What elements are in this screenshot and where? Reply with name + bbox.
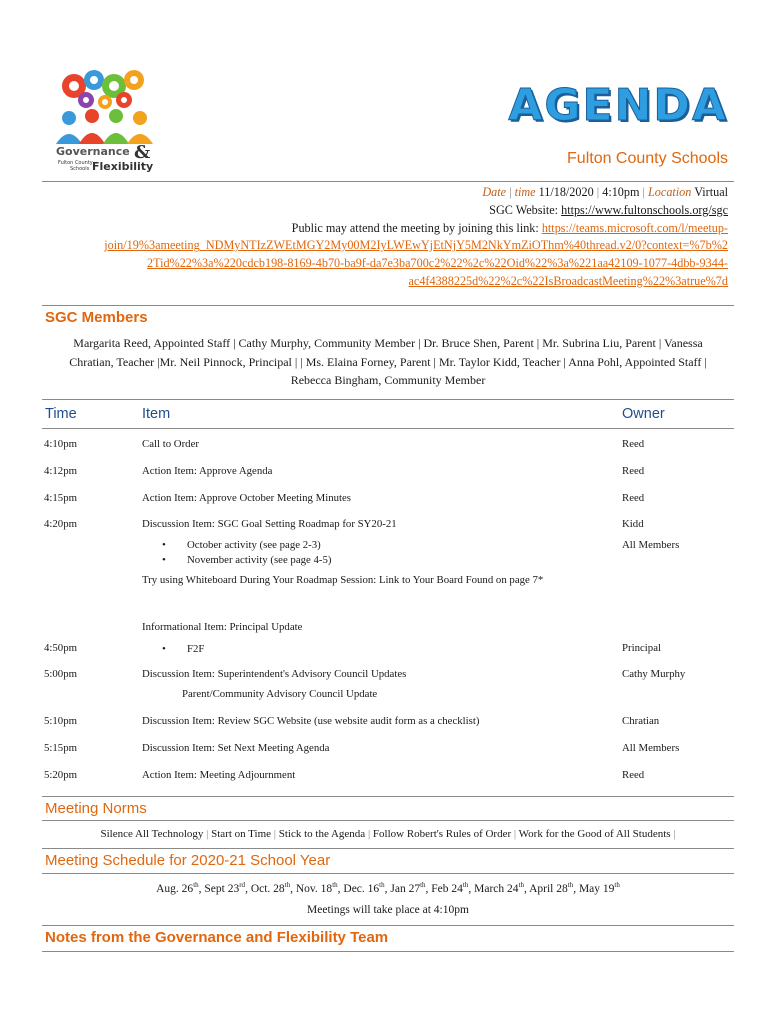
meeting-date-item: Dec. 16th [343,881,385,895]
meeting-date-item: Nov. 18th [295,881,338,895]
meeting-norms-list: Silence All Technology | Start on Time | Stick to the Agenda | Follow Robert's Rules of Order | Work for the Good of All Students | [100,828,676,840]
parent-council-subitem: Parent/Community Advisory Council Update [182,688,378,700]
column-header-owner: Owner [622,406,665,422]
row-owner: Cathy Murphy [622,668,686,680]
sgc-members-heading: SGC Members [45,309,148,326]
gears-people-icon [44,66,168,178]
row-time: 5:15pm [44,742,77,754]
meeting-date-item: Sept 23rd [204,881,246,895]
row-time: 4:12pm [44,465,77,477]
f2f-bullet-list [160,642,204,657]
row-time: 4:15pm [44,492,77,504]
date-time-location-line: Date | time 11/18/2020 | 4:10pm | Location Virtual [482,185,728,199]
notes-title-divider [42,951,734,952]
norms-divider [42,796,734,797]
row-time: 5:20pm [44,769,77,781]
row-owner: Reed [622,769,645,781]
location-label: Location [648,185,692,199]
column-header-time: Time [45,406,77,422]
row-owner: Reed [622,492,645,504]
svg-text:Fulton County: Fulton County [58,160,93,166]
svg-text:&: & [134,142,151,163]
row-time: 5:00pm [44,668,77,680]
notes-divider [42,925,734,926]
time-label: time [514,185,536,199]
table-header-divider [42,428,734,429]
members-line: Chratian, Teacher |Mr. Neil Pinnock, Principal | | Ms. Elaina Forney, Parent | Mr. Taylor Kidd, Teacher | Anna Pohl, Appointed Staff | [69,354,707,369]
row-owner: Principal [622,642,661,654]
notes-heading: Notes from the Governance and Flexibility Team [45,929,389,946]
row-owner-secondary: All Members [622,539,680,551]
row-item: Discussion Item: Review SGC Website (use website audit form as a checklist) [142,715,480,727]
row-owner: All Members [622,742,680,754]
svg-text:Flexibility: Flexibility [92,160,154,173]
row-item: Discussion Item: Set Next Meeting Agenda [142,742,330,754]
members-divider [42,305,734,306]
meeting-date-item: April 28th [529,881,574,895]
row-time: 4:20pm [44,518,77,530]
row-item: Discussion Item: SGC Goal Setting Roadmap for SY20-21 [142,518,397,530]
meeting-date-item: May 19th [578,881,620,895]
meeting-time: 4:10pm [602,185,640,199]
school-district-name: Fulton County Schools [567,150,728,167]
row-time: 4:10pm [44,438,77,450]
meeting-time-note: Meetings will take place at 4:10pm [307,904,469,916]
norm-item: Start on Time [211,828,272,840]
column-header-item: Item [142,406,171,422]
meeting-date-item: Jan 27th [390,881,426,895]
meeting-date: 11/18/2020 [538,185,594,199]
row-item: Action Item: Approve Agenda [142,465,273,477]
informational-item: Informational Item: Principal Update [142,621,303,633]
members-line: Margarita Reed, Appointed Staff | Cathy Murphy, Community Member | Dr. Bruce Shen, Parent | Mr. Subrina Liu, Parent | Vanessa [73,336,703,350]
teams-meeting-link-part2[interactable]: join/19%3ameeting_NDMyNTIzZWEtMGY2My00M2IyLWEwYjEtNjY5M2NkYmZiOThm%40thread.v2/0?context=%7b%2 [104,238,728,253]
row-item: Discussion Item: Superintendent's Advisory Council Updates [142,668,407,680]
agenda-title: AGENDA [508,80,728,131]
teams-meeting-link-part1[interactable]: https://teams.microsoft.com/l/meetup- [541,220,728,235]
whiteboard-note: Try using Whiteboard During Your Roadmap Session: Link to Your Board Found on page 7* [142,574,544,586]
norm-item: Silence All Technology [100,828,204,840]
row-time: 4:50pm [44,642,77,654]
svg-text:Governance: Governance [56,145,130,158]
meeting-details [28,184,728,291]
row-item: Action Item: Approve October Meeting Minutes [142,492,351,504]
norm-item: Stick to the Agenda [278,828,366,840]
members-line: Rebecca Bingham, Community Member [290,373,486,387]
meeting-location: Virtual [694,185,728,199]
row-item: Call to Order [142,438,199,450]
public-link-line [28,220,728,238]
website-line [28,202,728,220]
public-attend-text: Public may attend the meeting by joining this link: [291,220,539,235]
norms-title-divider [42,820,734,821]
meeting-date-item: March 24th [474,881,524,895]
list-item: • November activity (see page 4-5) [160,553,332,568]
table-top-divider [42,399,734,400]
meeting-date-item: Feb 24th [431,881,469,895]
website-label: SGC Website: [489,202,559,217]
sgc-members-list [42,334,734,390]
norm-item: Work for the Good of All Students [518,828,671,840]
schedule-title-divider [42,873,734,874]
row-owner: Kidd [622,518,644,530]
meeting-schedule-heading: Meeting Schedule for 2020-21 School Year [45,852,331,869]
sgc-website-link[interactable]: https://www.fultonschools.org/sgc [561,202,728,217]
row-time: 5:10pm [44,715,77,727]
norm-item: Follow Robert's Rules of Order [372,828,512,840]
meeting-date-item: Aug. 26th [156,881,199,895]
roadmap-bullet-list [160,538,332,568]
meeting-date-item: Oct. 28th [250,881,291,895]
header-divider [42,181,734,182]
meeting-norms-heading: Meeting Norms [45,800,147,817]
governance-flexibility-logo [44,66,168,178]
svg-text:Schools: Schools [70,166,90,172]
meeting-dates: Aug. 26th, Sept 23rd, Oct. 28th, Nov. 18th, Dec. 16th, Jan 27th, Feb 24th, March 24th, April 28th, May 19th [156,881,620,895]
list-item: • October activity (see page 2-3) [160,538,332,553]
date-label: Date [482,185,507,199]
row-item: Action Item: Meeting Adjournment [142,769,296,781]
row-owner: Chratian [622,715,660,727]
list-item: • F2F [160,642,204,657]
row-owner: Reed [622,438,645,450]
teams-meeting-link-part3[interactable]: 2Tid%22%3a%220cdcb198-8169-4b70-ba9f-da7e3ba700c2%22%2c%22Oid%22%3a%221aa42109-1077-4dbb-9344- [146,256,728,271]
teams-meeting-link-part4[interactable]: ac4f4388225d%22%2c%22IsBroadcastMeeting%22%3atrue%7d [408,273,728,288]
schedule-divider [42,848,734,849]
row-owner: Reed [622,465,645,477]
